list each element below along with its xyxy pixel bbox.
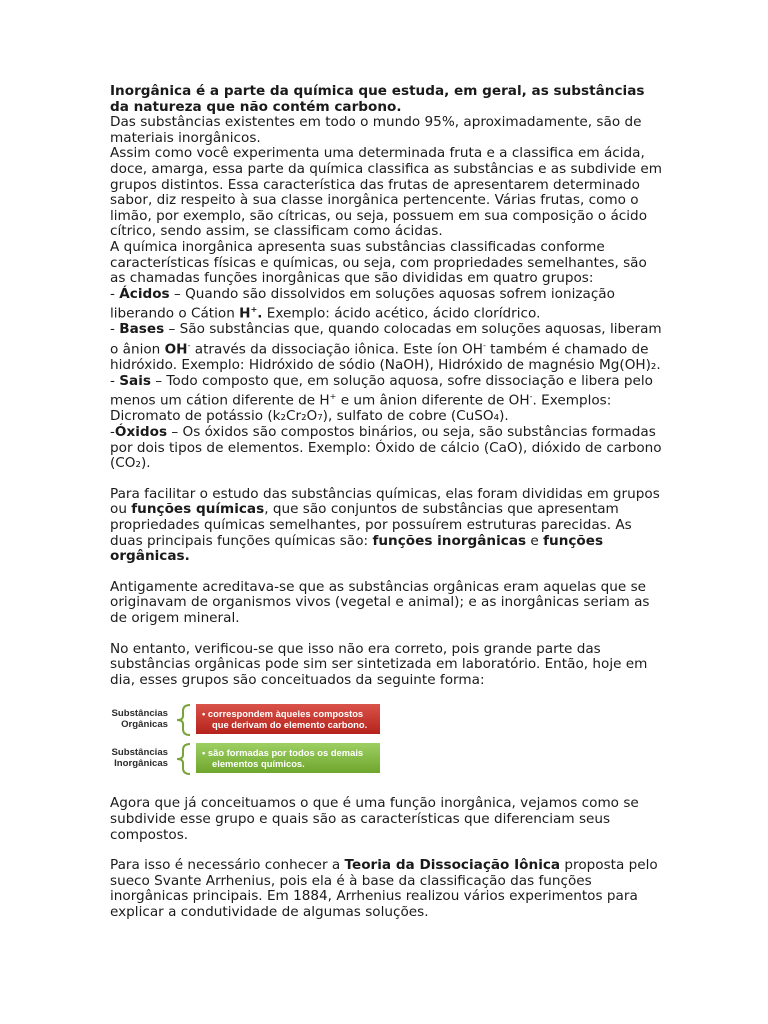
inorganicas-label: Substâncias Inorgânicas (111, 747, 168, 770)
term-bases: Bases (119, 321, 165, 338)
term-sais: Sais (119, 372, 151, 389)
paragraph: Antigamente acreditava-se que as substâncias orgânicas eram aquelas que se originavam de organismos vivos (vegetal e animal); e as inorgânicas seriam as de origem mineral. (110, 578, 650, 626)
organicas-label: Substâncias Orgânicas (111, 708, 168, 731)
paragraph: Das substâncias existentes em todo o mundo 95%, aproximadamente, são de materiais inorgânicos. (110, 114, 642, 146)
paragraph: A química inorgânica apresenta suas substâncias classificadas conforme características físicas e químicas, ou seja, com propriedades semelhantes, são as chamadas funções inorgânicas que são divididas em quatro grupos: (110, 238, 647, 287)
term-acidos: Ácidos (119, 285, 170, 302)
paragraph: Para facilitar o estudo das substâncias químicas, elas foram divididas em grupos ou funções químicas, que são conjuntos de substâncias que apresentam propriedades químicas semelhantes, por possuírem estruturas parecidas. As duas principais funções químicas são: funções inorgânicas e funções orgânicas. (110, 485, 660, 565)
term-oxidos: Óxidos (114, 424, 168, 441)
list-item-bases: - Bases – São substâncias que, quando colocadas em soluções aquosas, liberam o ânion OH- através da dissociação iônica. Este íon OH- também é chamado de hidróxido. Exemplo: Hidróxido de sódio (NaOH), Hidróxido de magnésio Mg(OH)₂. (110, 321, 662, 374)
organicas-definition-box: • correspondem àqueles compostos que derivam do elemento carbono. (196, 704, 380, 734)
paragraph: Para isso é necessário conhecer a Teoria da Dissociação Iônica proposta pelo sueco Svante Arrhenius, pois ela é à base da classificação das funções inorgânicas principais. Em 1884, Arrhenius realizou vários experimentos para explicar a condutividade de algumas soluções. (110, 857, 658, 920)
inorganicas-definition-box: • são formadas por todos os demais elementos químicos. (196, 743, 380, 773)
intro-heading: Inorgânica é a parte da química que estuda, em geral, as substâncias da natureza que não contém carbono. (110, 83, 645, 115)
paragraph: No entanto, verificou-se que isso não era correto, pois grande parte das substâncias orgânicas pode sim ser sintetizada em laboratório. Então, hoje em dia, esses grupos são conceituados da seguinte forma: (110, 640, 648, 688)
document-body (110, 84, 662, 921)
list-item-acidos: - Ácidos – Quando são dissolvidos em soluções aquosas sofrem ionização liberando o Cátion H+. Exemplo: ácido acético, ácido clorídrico. (110, 285, 615, 322)
brace-inorganicas (174, 742, 194, 776)
paragraph: Assim como você experimenta uma determinada fruta e a classifica em ácida, doce, amarga, essa parte da química classifica as substâncias e as subdivide em grupos distintos. Essa característica das frutas de apresentarem determinado sabor, diz respeito à sua classe inorgânica pertencente. Várias frutas, como o limão, por exemplo, são cítricas, ou seja, possuem em sua composição o ácido cítrico, sendo assim, se classificam como ácidas. (110, 145, 662, 240)
list-item-sais: - Sais – Todo composto que, em solução aquosa, sofre dissociação e libera pelo menos um cátion diferente de H+ e um ânion diferente de OH-. Exemplos: Dicromato de potássio (k₂Cr₂O₇), sulfato de cobre (CuSO₄). (110, 372, 653, 425)
classification-diagram (110, 703, 410, 781)
paragraph: Agora que já conceituamos o que é uma função inorgânica, vejamos como se subdivide esse grupo e quais são as características que diferenciam seus compostos. (110, 795, 639, 843)
brace-organicas (174, 703, 194, 737)
list-item-oxidos: -Óxidos – Os óxidos são compostos binários, ou seja, são substâncias formadas por dois tipos de elementos. Exemplo: Óxido de cálcio (CaO), dióxido de carbono (CO₂). (110, 424, 662, 472)
